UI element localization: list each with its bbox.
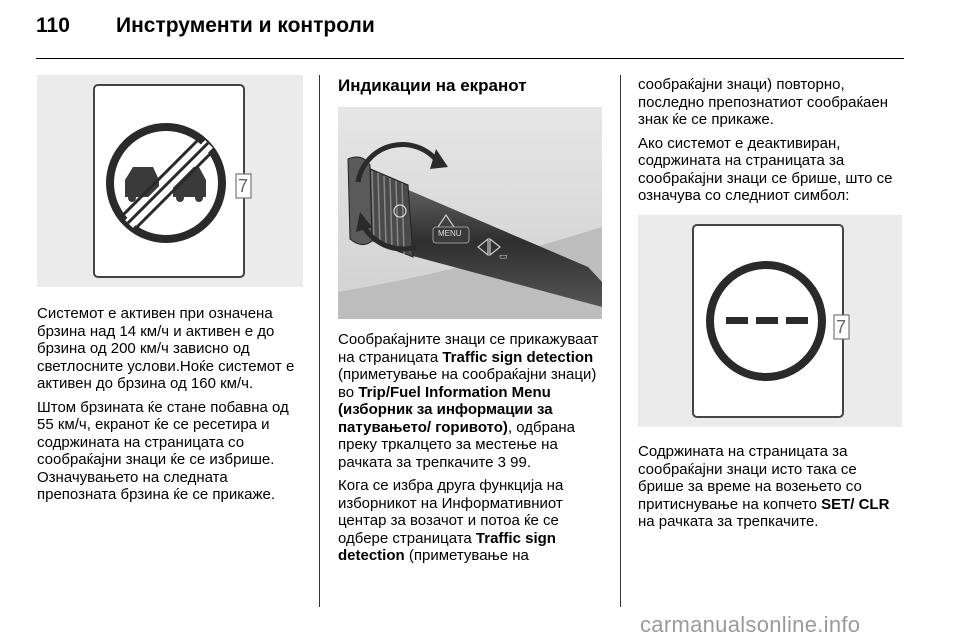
- paragraph: Системот е активен при означена брзина над 14 км/ч и активен е до брзина од 200 км/ч зависно од светлосните услови.Ноќе системот е активен до брзина од 160 км/ч.: [37, 305, 295, 392]
- text-run: (приметување на сообраќајни знаци) во: [338, 366, 597, 401]
- paragraph: сообраќајни знаци) повторно, последно препознатиот сообраќаен знак ќе се прикаже.: [638, 76, 889, 128]
- watermark: carmanualsonline.info: [640, 612, 861, 637]
- text-run: (приметување на: [404, 547, 529, 564]
- menu-button-label: MENU: [438, 229, 462, 238]
- paragraph: [338, 331, 604, 471]
- menu-item-name: Traffic sign detection: [442, 348, 594, 366]
- page-reference: 3 99.: [497, 453, 532, 471]
- section-heading: Индикации на екранот: [338, 76, 527, 95]
- turn-signal-stalk-image: [338, 107, 602, 319]
- text-run: , одбрана преку тркалцето за местење на рачката за трепкачите: [338, 418, 575, 471]
- cleared-sign-symbol-image: [638, 215, 902, 427]
- svg-text:▭: ▭: [499, 251, 508, 261]
- sign-badge: 7: [238, 176, 249, 196]
- text-run: Содржината на страницата за сообраќајни знаци исто така се брише за време на возењето со притиснување на копчето: [638, 443, 862, 513]
- page-title: Инструменти и контроли: [116, 14, 375, 37]
- header-rule: [36, 58, 904, 59]
- text-run: Кога се избра друга функција на изборникот на Информативниот центар за возачот и потоа ќе се одбере страницата: [338, 477, 564, 547]
- paragraph: [638, 443, 906, 531]
- middle-column-text: [338, 331, 604, 571]
- sign-badge: 7: [836, 317, 847, 337]
- paragraph: Штом брзината ќе стане побавна од 55 км/ч, екранот ќе се ресетира и содржината на страницата со сообраќајни знаци ќе се избрише. Означувањето на следната препозната брзина ќе се прикаже.: [37, 398, 289, 503]
- column-divider-right: [620, 75, 621, 607]
- page-number: 110: [36, 14, 70, 37]
- right-column-text-top: [638, 76, 906, 211]
- column-divider-left: [319, 75, 320, 607]
- left-column-text: [37, 305, 303, 510]
- menu-item-name: Traffic sign detection: [338, 529, 556, 564]
- right-column-text-bottom: [638, 443, 906, 537]
- text-run: на рачката за трепкачите.: [638, 513, 819, 530]
- paragraph: Ако системот е деактивиран, содржината на страницата за сообраќајни знаци се брише, што се означува со следниот симбол:: [638, 134, 893, 204]
- button-name: SET/ CLR: [821, 495, 890, 513]
- text-run: Сообраќајните знаци се прикажуваат на страницата: [338, 331, 599, 366]
- paragraph: [338, 477, 604, 565]
- end-of-no-overtaking-sign-image: [37, 75, 303, 287]
- menu-name: Trip/Fuel Information Menu (изборник за информации за патувањето/ горивото): [338, 383, 553, 436]
